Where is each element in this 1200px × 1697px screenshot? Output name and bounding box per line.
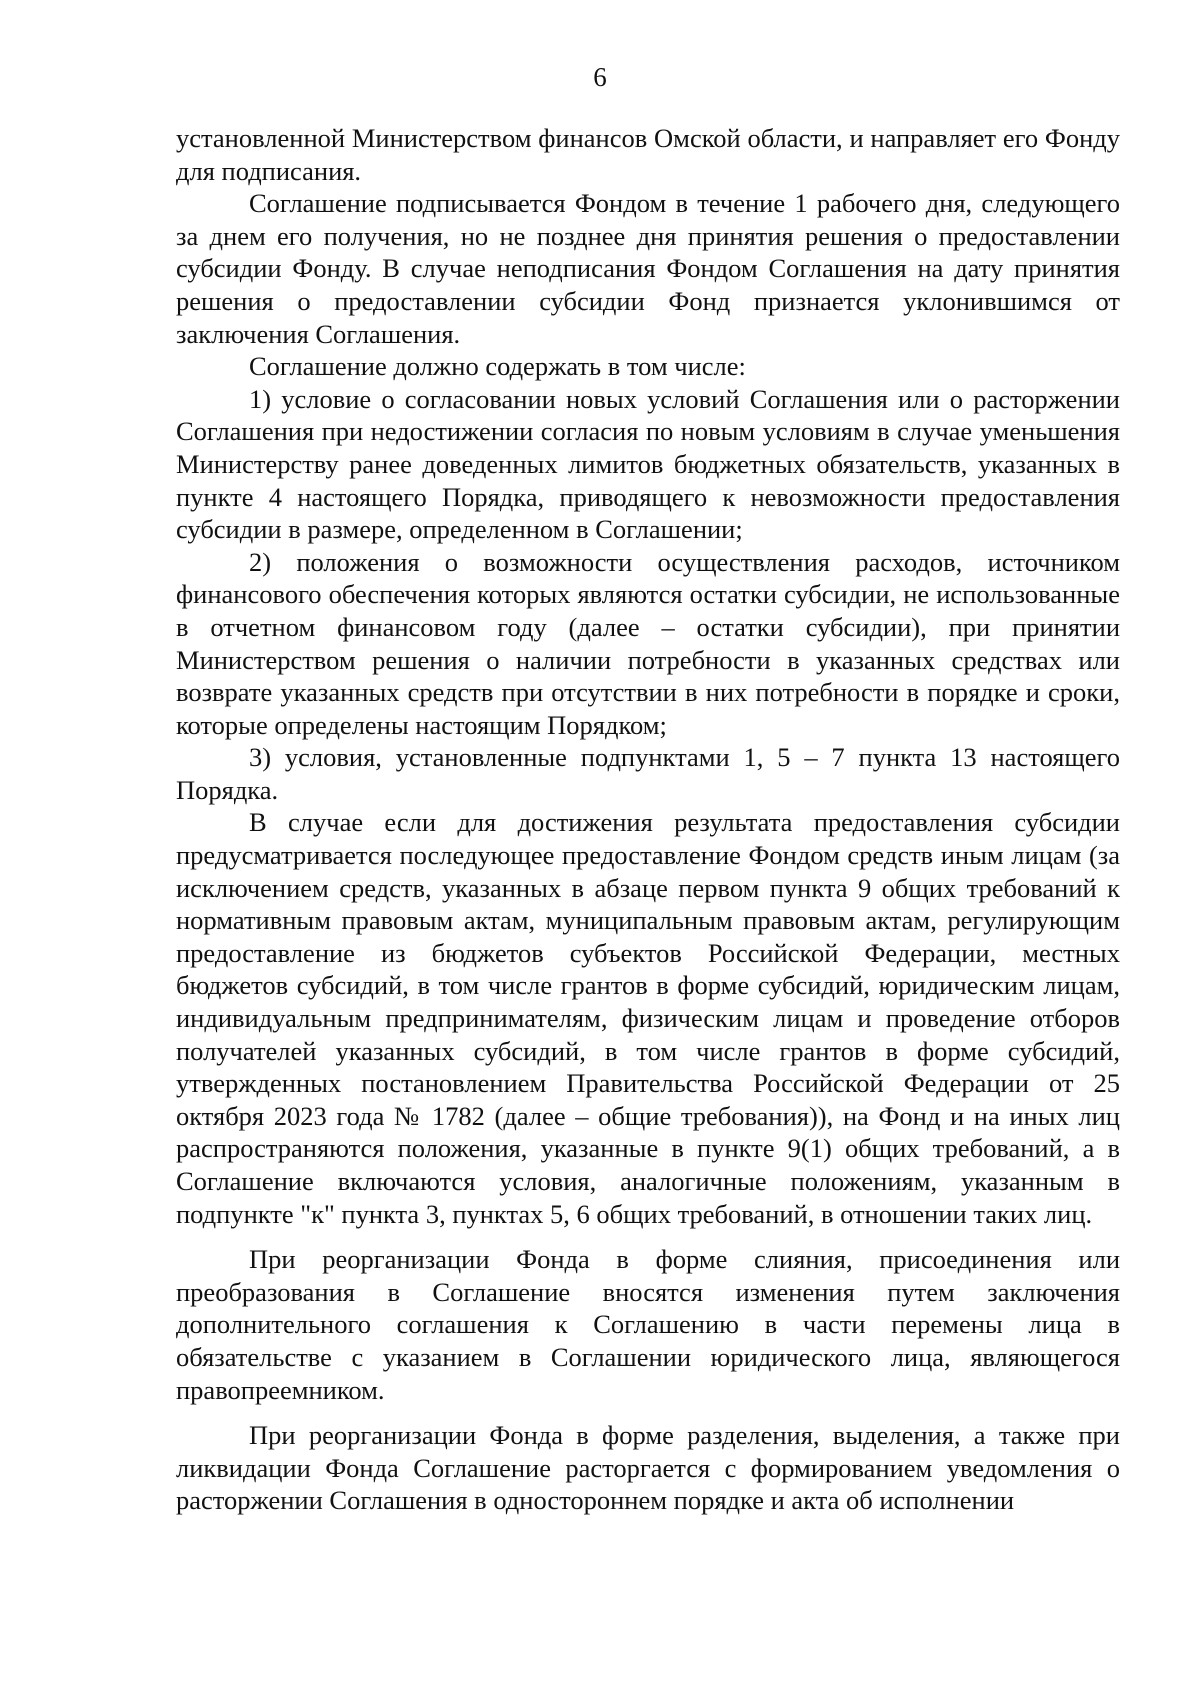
paragraph-item-3: 3) условия, установленные подпунктами 1, 5 – 7 пункта 13 настоящего Порядка. [176,742,1120,805]
paragraph-third-parties: В случае если для достижения результата предоставления субсидии предусматривается последующее предоставление Фондом средств иным лицам (за исключением средств, указанных в абзаце первом пункта 9 общих требований к нормативным правовым актам, муниципальным правовым актам, регулирующим предоставление из бюджетов субъектов Российской Федерации, местных бюджетов субсидий, в том числе грантов в форме субсидий, юридическим лицам, индивидуальным предпринимателям, физическим лицам и проведение отборов получателей указанных субсидий, в том числе грантов в форме субсидий, утвержденных постановлением Правительства Российской Федерации от 25 октября 2023 года № 1782 (далее – общие требования)), на Фонд и на иных лиц распространяются положения, указанные в пункте 9(1) общих требований, а в Соглашение включаются условия, аналогичные положениям, указанным в подпункте "к" пункта 3, пунктах 5, 6 общих требований, в отношении таких лиц. [176,807,1120,1229]
paragraph-item-1: 1) условие о согласовании новых условий Соглашения или о расторжении Соглашения при недостижении согласия по новым условиям в случае уменьшения Министерству ранее доведенных лимитов бюджетных обязательств, указанных в пункте 4 настоящего Порядка, приводящего к невозможности предоставления субсидии в размере, определенном в Соглашении; [176,383,1120,545]
document-body [176,122,1120,1517]
paragraph-reorganization-division: При реорганизации Фонда в форме разделения, выделения, а также при ликвидации Фонда Соглашение расторгается с формированием уведомления о расторжении Соглашения в одностороннем порядке и акта об исполнении [176,1420,1120,1516]
paragraph-item-2: 2) положения о возможности осуществления расходов, источником финансового обеспечения которых являются остатки субсидии, не использованные в отчетном финансовом году (далее – остатки субсидии), при принятии Министерством решения о наличии потребности в указанных средствах или возврате указанных средств при отсутствии в них потребности в порядке и сроки, которые определены настоящим Порядком; [176,546,1120,740]
paragraph-agreement-contents-intro: Соглашение должно содержать в том числе: [249,351,746,382]
page-number: 6 [593,62,607,92]
paragraph-continuation: установленной Министерством финансов Омской области, и направляет его Фонду для подписания. [176,123,1120,186]
paragraph-reorganization-merger: При реорганизации Фонда в форме слияния, присоединения или преобразования в Соглашение вносятся изменения путем заключения дополнительного соглашения к Соглашению в части перемены лица в обязательстве с указанием в Соглашении юридического лица, являющегося правопреемником. [176,1244,1120,1405]
paragraph-signing-terms: Соглашение подписывается Фондом в течение 1 рабочего дня, следующего за днем его получения, но не позднее дня принятия решения о предоставлении субсидии Фонду. В случае неподписания Фондом Соглашения на дату принятия решения о предоставлении субсидии Фонд признается уклонившимся от заключения Соглашения. [176,188,1120,349]
